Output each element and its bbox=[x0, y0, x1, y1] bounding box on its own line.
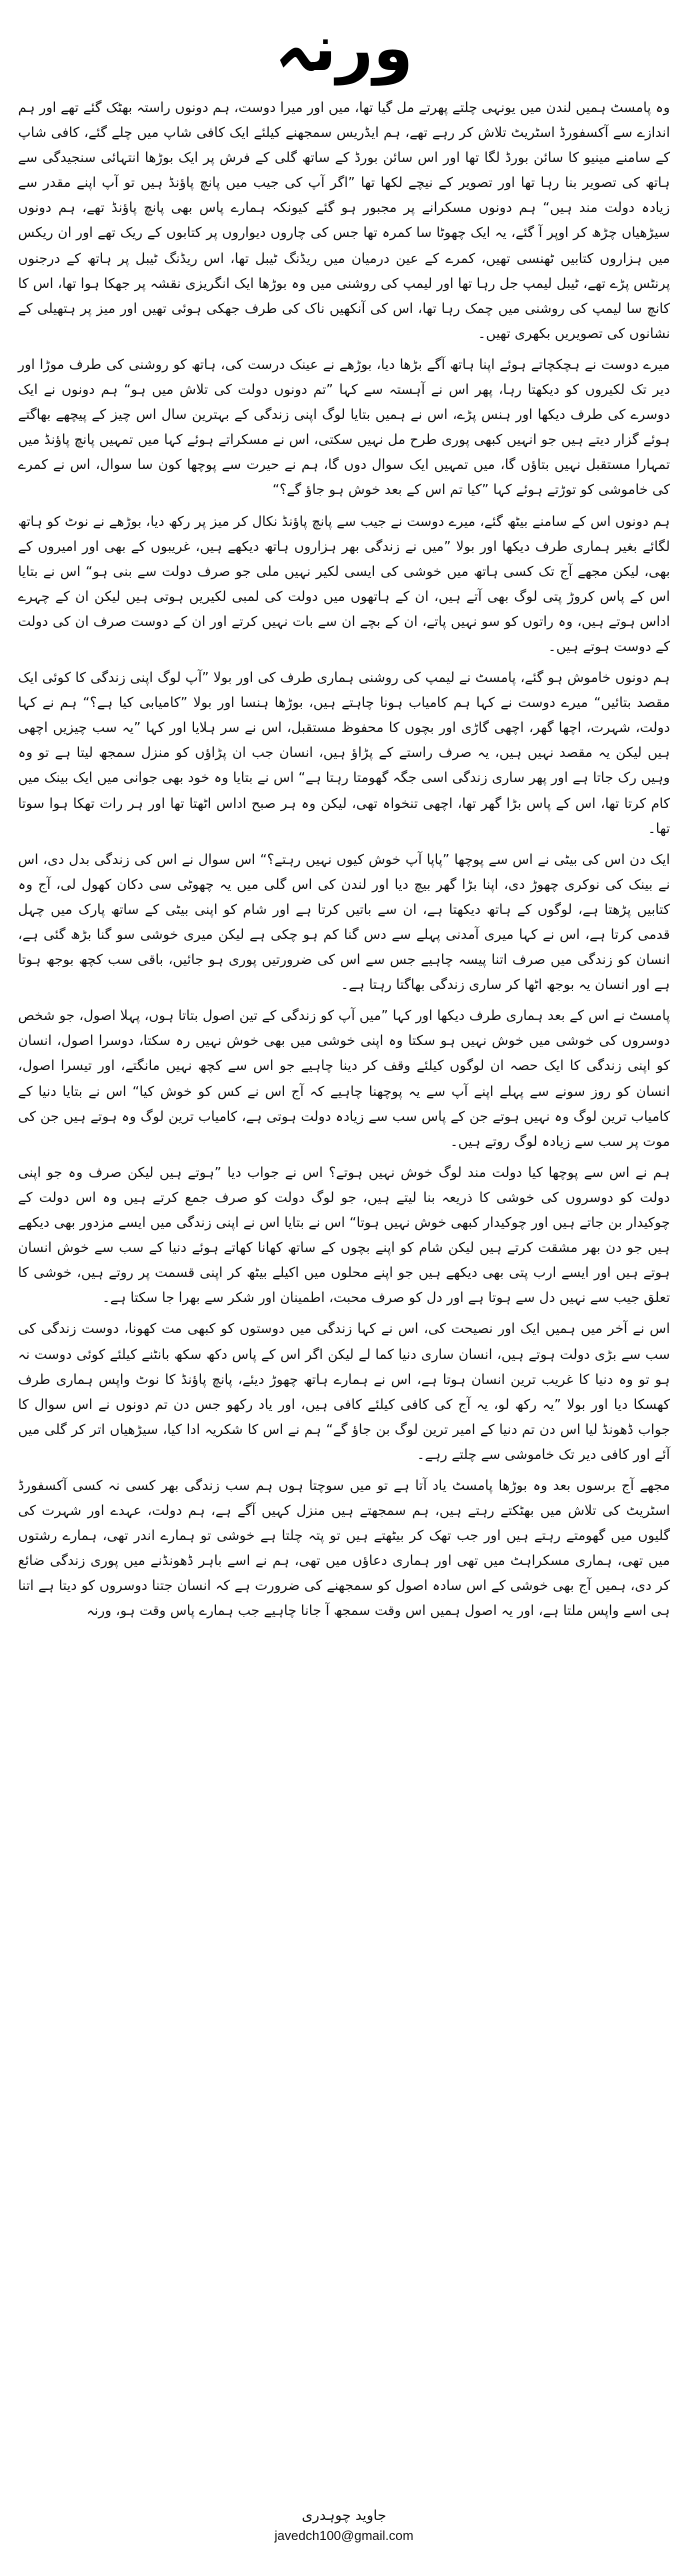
article-paragraph: مجھے آج برسوں بعد وہ بوڑھا پامسٹ یاد آتا ہے تو میں سوچتا ہوں ہم سب زندگی بھر کسی نہ کسی آکسفورڈ اسٹریٹ کی تلاش میں بھٹکتے رہتے ہیں، ہم سمجھتے ہیں منزل کہیں آگے ہے، ہم دولت، عہدے اور شہرت کی گلیوں میں گھومتے رہتے ہیں اور جب تھک کر بیٹھتے ہیں تو پتہ چلتا ہے خوشی تو ہمارے اندر تھی، ہمارے رشتوں میں تھی، ہماری مسکراہٹ میں تھی اور ہماری دعاؤں میں تھی، ہم نے اسے باہر ڈھونڈنے میں پوری زندگی ضائع کر دی، ہمیں آج بھی خوشی کے اس سادہ اصول کو سمجھنے کی ضرورت ہے کہ انسان جتنا دوسروں کو دیتا ہے اتنا ہی اسے واپس ملتا ہے، اور یہ اصول ہمیں اس وقت سمجھ آ جانا چاہیے جب ہمارے پاس وقت ہو، ورنہ bbox=[18, 1477, 670, 1620]
article-paragraph: ایک دن اس کی بیٹی نے اس سے پوچھا ”پاپا آپ خوش کیوں نہیں رہتے؟“ اس سوال نے اس کی زندگی بدل دی، اس نے بینک کی نوکری چھوڑ دی، اپنا بڑا گھر بیچ دیا اور لندن کی اس گلی میں یہ چھوٹی سی دکان کھول لی، آج وہ کتابیں پڑھتا ہے، لوگوں کے ہاتھ دیکھتا ہے، ان سے باتیں کرتا ہے اور شام کو اپنی بیٹی کے ساتھ پارک میں چہل قدمی کرتا ہے، اس نے کہا میری آمدنی پہلے سے دس گنا کم ہو چکی ہے لیکن میری خوشی سو گنا بڑھ گئی ہے، انسان کو زندگی میں صرف اتنا پیسہ چاہیے جس سے اس کی ضرورتیں پوری ہو جائیں، باقی سب کچھ بوجھ ہوتا ہے اور انسان یہ بوجھ اٹھا کر ساری زندگی بھاگتا رہتا ہے۔ bbox=[18, 851, 670, 994]
article-paragraph: ہم نے اس سے پوچھا کیا دولت مند لوگ خوش نہیں ہوتے؟ اس نے جواب دیا ”ہوتے ہیں لیکن صرف وہ جو اپنی دولت کو دوسروں کی خوشی کا ذریعہ بنا لیتے ہیں، جو لوگ دولت کو صرف جمع کرتے ہیں وہ اس دولت کے چوکیدار بن جاتے ہیں اور چوکیدار کبھی خوش نہیں ہوتا“ اس نے بتایا اس نے اپنی زندگی میں ایسے مزدور بھی دیکھے ہیں جو دن بھر مشقت کرتے ہیں لیکن شام کو اپنے بچوں کے ساتھ کھانا کھاتے ہوئے دنیا کے سب سے خوش انسان ہوتے ہیں اور ایسے ارب پتی بھی دیکھے ہیں جو اپنے محلوں میں اکیلے بیٹھ کر اپنی قسمت پر روتے ہیں، خوشی کا تعلق جیب سے نہیں دل سے ہوتا ہے اور دل کو صرف محبت، اطمینان اور شکر سے بھرا جا سکتا ہے۔ bbox=[18, 1164, 670, 1307]
article-title: ورنہ bbox=[274, 11, 414, 86]
article-body bbox=[18, 96, 670, 1625]
article-paragraph: پامسٹ نے اس کے بعد ہماری طرف دیکھا اور کہا ”میں آپ کو زندگی کے تین اصول بتاتا ہوں، پہلا اصول، جو شخص دوسروں کی خوشی میں خوش نہیں ہو سکتا وہ اپنی خوشی میں بھی خوش نہیں رہ سکتا، دوسرا اصول، انسان کو اپنی زندگی کا ایک حصہ ان لوگوں کیلئے وقف کر دینا چاہیے جو اس سے کچھ نہیں مانگتے، اور تیسرا اصول، انسان کو روز سونے سے پہلے اپنے آپ سے یہ پوچھنا چاہیے کہ آج اس نے کس کو خوش کیا“ اس نے بتایا دنیا کے کامیاب ترین لوگ وہ نہیں ہوتے جن کے پاس سب سے زیادہ دولت ہوتی ہے، کامیاب ترین لوگ وہ ہوتے ہیں جن کی موت پر سب سے زیادہ لوگ روتے ہیں۔ bbox=[18, 1008, 670, 1150]
article-paragraph: وہ پامسٹ ہمیں لندن میں یونہی چلتے پھرتے مل گیا تھا، میں اور میرا دوست، ہم دونوں راستہ بھٹک گئے تھے اور ہم اندازے سے آکسفورڈ اسٹریٹ تلاش کر رہے تھے، ہم ایڈریس سمجھنے کیلئے ایک کافی شاپ میں چلے گئے، کافی شاپ کے سامنے مینیو کا سائن بورڈ لگا تھا اور اس سائن بورڈ کے ساتھ گلی کے فرش پر ایک بوڑھا انتہائی سنجیدگی سے ہاتھ کی تصویر بنا رہا تھا اور تصویر کے نیچے لکھا تھا ”اگر آپ کی جیب میں پانچ پاؤنڈ ہیں تو آپ اپنے مقدر سے زیادہ دولت مند ہیں“ ہم دونوں مسکرانے پر مجبور ہو گئے کیونکہ ہمارے پاس بھی پانچ پاؤنڈ تھے، ہم دونوں سیڑھیاں چڑھ کر اوپر آ گئے، یہ ایک چھوٹا سا کمرہ تھا جس کی چاروں دیواروں پر کتابوں کے ریک تھے اور ان ریکس میں ہزاروں کتابیں ٹھنسی تھیں، کمرے کے عین درمیان میں ریڈنگ ٹیبل تھا، اس ریڈنگ ٹیبل پر ہاتھ کے درجنوں پرنٹس پڑے تھے، ٹیبل لیمپ جل رہا تھا اور لیمپ کی روشنی میں وہ بوڑھا ایک انگریزی نقشہ پر جھکا ہوا تھا، اس کا کانچ سا لیمپ کی روشنی میں چمک رہا تھا، اس کی آنکھیں ناک کی طرف جھکی ہوئی تھیں اور میز پر ہتھیلی کے نشانوں کی تصویریں بکھری تھیں۔ bbox=[18, 100, 670, 342]
author-email[interactable]: javedch100@gmail.com bbox=[274, 2528, 414, 2543]
article-paragraph: میرے دوست نے ہچکچاتے ہوئے اپنا ہاتھ آگے بڑھا دیا، بوڑھے نے عینک درست کی، ہاتھ کو روشنی کی طرف موڑا اور دیر تک لکیروں کو دیکھتا رہا، پھر اس نے آہستہ سے کہا ”تم دونوں دولت کی تلاش میں ہو“ ہم دونوں نے ایک دوسرے کی طرف دیکھا اور ہنس پڑے، اس نے ہمیں بتایا لوگ اپنی زندگی کے بہترین سال اس چیز کے پیچھے بھاگتے ہوئے گزار دیتے ہیں جو انہیں کبھی پوری طرح مل نہیں سکتی، اس نے مسکراتے ہوئے کہا میں تمہیں پانچ پاؤنڈ میں تمہارا مستقبل نہیں بتاؤں گا، میں تمہیں ایک سوال دوں گا، ہم نے حیرت سے پوچھا کون سا سوال، اس نے کمرے کی خاموشی کو توڑتے ہوئے کہا ”کیا تم اس کے بعد خوش ہو جاؤ گے؟“ bbox=[18, 356, 670, 499]
article-paragraph: اس نے آخر میں ہمیں ایک اور نصیحت کی، اس نے کہا زندگی میں دوستوں کو کبھی مت کھونا، دوست زندگی کی سب سے بڑی دولت ہوتے ہیں، انسان ساری دنیا کما لے لیکن اگر اس کے پاس دکھ سکھ بانٹنے کیلئے کوئی دوست نہ ہو تو وہ دنیا کا غریب ترین انسان ہوتا ہے، اس نے ہمارے ہاتھ چھوڑ دیئے، پانچ پاؤنڈ کا نوٹ واپس ہماری طرف کھسکا دیا اور بولا ”یہ رکھ لو، یہ آج کی کافی کیلئے کافی ہیں، اور یاد رکھو جس دن تم دونوں نے اس سوال کا جواب ڈھونڈ لیا اس دن تم دنیا کے امیر ترین لوگ بن جاؤ گے“ ہم نے اس کا شکریہ ادا کیا، سیڑھیاں اتر کر گلی میں آئے اور کافی دیر تک خاموشی سے چلتے رہے۔ bbox=[18, 1321, 670, 1463]
author-name: جاوید چوہدری bbox=[301, 2508, 387, 2524]
article-paragraph: ہم دونوں خاموش ہو گئے، پامسٹ نے لیمپ کی روشنی ہماری طرف کی اور بولا ”آپ لوگ اپنی زندگی کا کوئی ایک مقصد بتائیں“ میرے دوست نے کہا ہم کامیاب ہونا چاہتے ہیں، بوڑھا ہنسا اور بولا ”کامیابی کیا ہے؟“ ہم نے کہا دولت، شہرت، اچھا گھر، اچھی گاڑی اور بچوں کا محفوظ مستقبل، اس نے سر ہلایا اور کہا ”یہ سب چیزیں اچھی ہیں لیکن یہ مقصد نہیں ہیں، یہ صرف راستے کے پڑاؤ ہیں، انسان جب ان پڑاؤں کو منزل سمجھ لیتا ہے تو وہ وہیں رک جاتا ہے اور پھر ساری زندگی اسی جگہ گھومتا رہتا ہے“ اس نے بتایا وہ خود بھی جوانی میں ایک بینک میں کام کرتا تھا، اس کے پاس بڑا گھر تھا، اچھی تنخواہ تھی، لیکن وہ ہر صبح اداس اٹھتا تھا اور ہر رات تھکا ہوا سوتا تھا۔ bbox=[18, 670, 670, 837]
byline bbox=[0, 2505, 688, 2545]
article-paragraph: ہم دونوں اس کے سامنے بیٹھ گئے، میرے دوست نے جیب سے پانچ پاؤنڈ نکال کر میز پر رکھ دیا، بوڑھے نے نوٹ کو ہاتھ لگائے بغیر ہماری طرف دیکھا اور بولا ”میں نے زندگی بھر ہزاروں ہاتھ دیکھے ہیں، غریبوں کے بھی اور امیروں کے بھی، لیکن مجھے آج تک کسی ہاتھ میں خوشی کی ایسی لکیر نہیں ملی جو صرف دولت سے بنی ہو“ اس نے بتایا اس کے پاس کروڑ پتی لوگ بھی آتے ہیں، ان کے ہاتھوں میں دولت کی لمبی لکیریں ہوتی ہیں لیکن ان کے چہرے اداس ہوتے ہیں، وہ راتوں کو سو نہیں پاتے، ان کے بچے ان سے بات نہیں کرتے اور ان کے دوست صرف ان کی دولت کے دوست ہوتے ہیں۔ bbox=[18, 513, 670, 655]
